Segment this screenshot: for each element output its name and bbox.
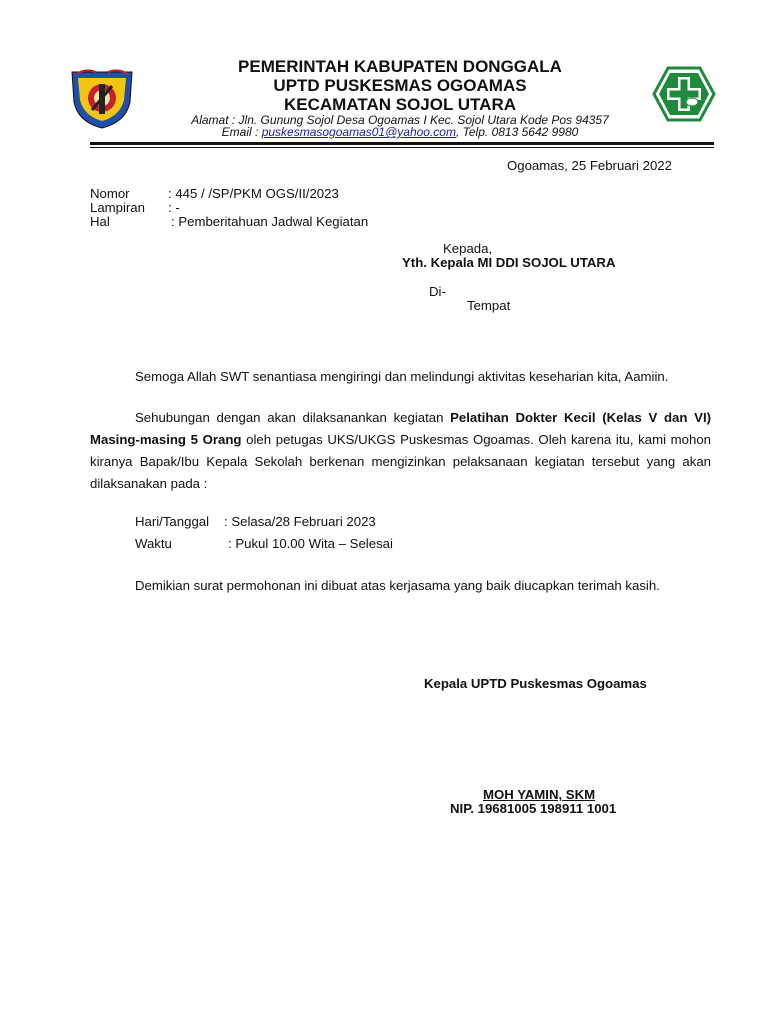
header-government: PEMERINTAH KABUPATEN DONGGALA xyxy=(238,57,562,76)
header-contact xyxy=(150,125,650,139)
header-address: Alamat : Jln. Gunung Sojol Desa Ogoamas I Kec. Sojol Utara Kode Pos 94357 xyxy=(191,113,609,127)
lampiran-label: Lampiran xyxy=(90,200,145,215)
hari-value: : Selasa/28 Februari 2023 xyxy=(224,514,376,529)
recipient-tempat: Tempat xyxy=(467,298,511,313)
paragraph-announcement: Sehubungan dengan akan dilaksanankan kegiatan Pelatihan Dokter Kecil (Kelas V dan VI) Masing-masing 5 Orang oleh petugas UKS/UKGS Puskesmas Ogoamas. Oleh karena itu, kami mohon kiranya Bapak/Ibu Kepala Sekolah berkenan mengizinkan pelaksanaan kegiatan tersebut yang akan dilaksanakan pada : xyxy=(90,410,711,491)
paragraph-greeting: Semoga Allah SWT senantiasa mengiringi dan melindungi aktivitas keseharian kita, Aamiin. xyxy=(135,369,669,384)
signature-name: MOH YAMIN, SKM xyxy=(483,787,596,802)
nomor-label: Nomor xyxy=(90,186,130,201)
paragraph-closing: Demikian surat permohonan ini dibuat atas kerjasama yang baik diucapkan terimah kasih. xyxy=(135,578,660,593)
nomor-value: : 445 / /SP/PKM OGS/II/2023 xyxy=(168,186,339,201)
hari-label: Hari/Tanggal xyxy=(135,514,210,529)
activity-name: Pelatihan Dokter Kecil (Kelas V dan VI) Masing-masing 5 Orang xyxy=(90,410,711,447)
signature-title: Kepala UPTD Puskesmas Ogoamas xyxy=(424,676,647,691)
waktu-label: Waktu xyxy=(135,536,172,551)
regency-emblem-icon xyxy=(66,66,138,130)
header-rule-thick xyxy=(90,142,714,145)
puskesmas-logo-icon xyxy=(652,66,716,122)
header-rule-thin xyxy=(90,147,714,148)
signature-nip: NIP. 19681005 198911 1001 xyxy=(450,801,617,816)
header-district: KECAMATAN SOJOL UTARA xyxy=(283,95,516,114)
recipient-kepada: Kepada, xyxy=(443,241,493,256)
recipient-di: Di- xyxy=(429,284,446,299)
email-label: Email : xyxy=(221,125,262,139)
email-link[interactable]: puskesmasogoamas01@yahoo.com xyxy=(261,125,456,139)
lampiran-value: : - xyxy=(168,200,180,215)
header-puskesmas: UPTD PUSKESMAS OGOAMAS xyxy=(273,76,527,95)
letter-date: Ogoamas, 25 Februari 2022 xyxy=(507,158,672,173)
recipient-name: Yth. Kepala MI DDI SOJOL UTARA xyxy=(402,255,616,270)
phone-text: , Telp. 0813 5642 9980 xyxy=(455,125,579,139)
hal-value: : Pemberitahuan Jadwal Kegiatan xyxy=(171,214,369,229)
waktu-value: : Pukul 10.00 Wita – Selesai xyxy=(228,536,393,551)
hal-label: Hal xyxy=(90,214,110,229)
